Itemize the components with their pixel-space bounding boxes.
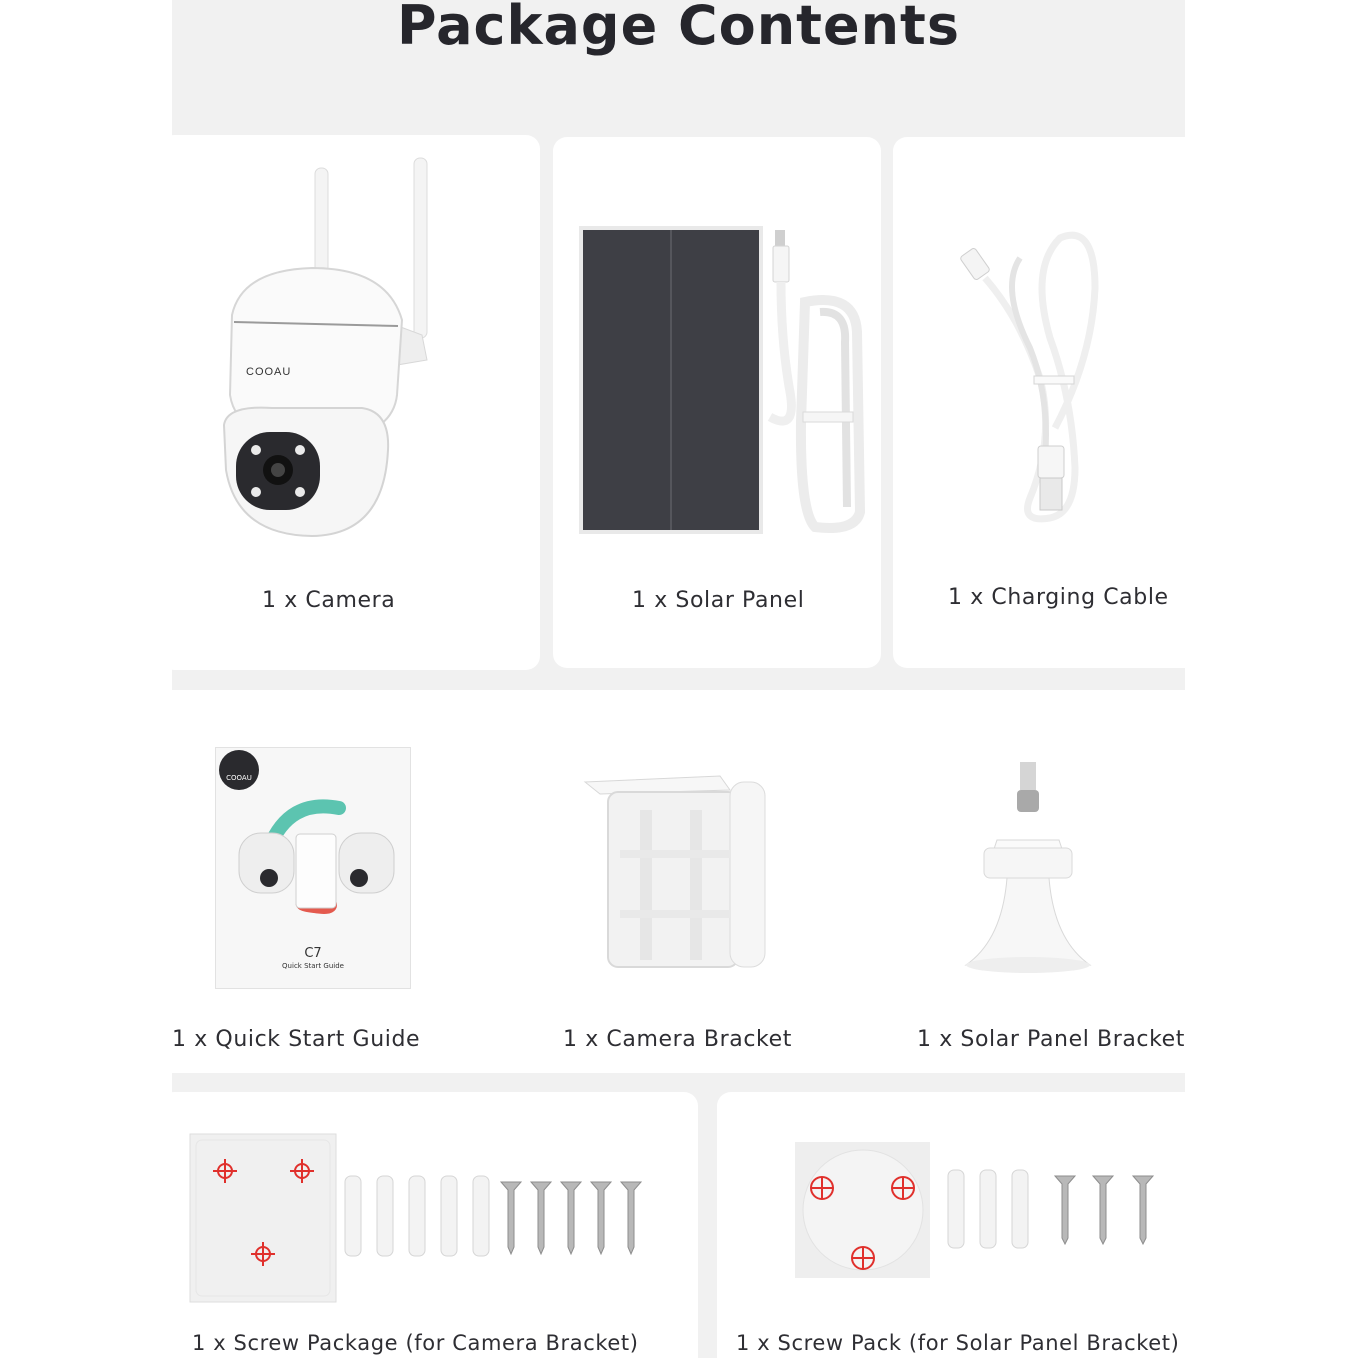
page-title: Package Contents xyxy=(396,0,960,57)
item-label-camera: 1 x Camera xyxy=(262,588,396,613)
security-camera-icon xyxy=(212,150,442,545)
guide-subtitle-text: Quick Start Guide xyxy=(282,962,344,970)
guide-brand-text: COOAU xyxy=(226,774,252,782)
item-label-screw-package: 1 x Screw Package (for Camera Bracket) xyxy=(192,1331,639,1355)
guide-model-text: C7 xyxy=(304,946,322,961)
item-label-charging-cable: 1 x Charging Cable xyxy=(948,585,1169,610)
guide-cover-art xyxy=(234,788,404,958)
camera-bracket-icon xyxy=(580,770,770,972)
guide-booklet-icon xyxy=(216,748,410,988)
item-label-quick-start-guide: 1 x Quick Start Guide xyxy=(172,1027,421,1052)
guide-logo-badge xyxy=(219,750,259,790)
usb-cable-icon xyxy=(960,228,1110,528)
screw-pack-icon xyxy=(795,1142,1165,1280)
item-label-camera-bracket: 1 x Camera Bracket xyxy=(563,1027,792,1052)
screw-kit-icon xyxy=(188,1132,648,1304)
solar-bracket-icon xyxy=(962,760,1094,975)
solar-panel-icon xyxy=(575,222,875,540)
item-label-solar-panel: 1 x Solar Panel xyxy=(632,588,805,613)
item-label-screw-pack: 1 x Screw Pack (for Solar Panel Bracket) xyxy=(736,1331,1180,1355)
camera-brand-text: COOAU xyxy=(246,366,292,378)
item-label-solar-panel-bracket: 1 x Solar Panel Bracket xyxy=(917,1027,1186,1052)
